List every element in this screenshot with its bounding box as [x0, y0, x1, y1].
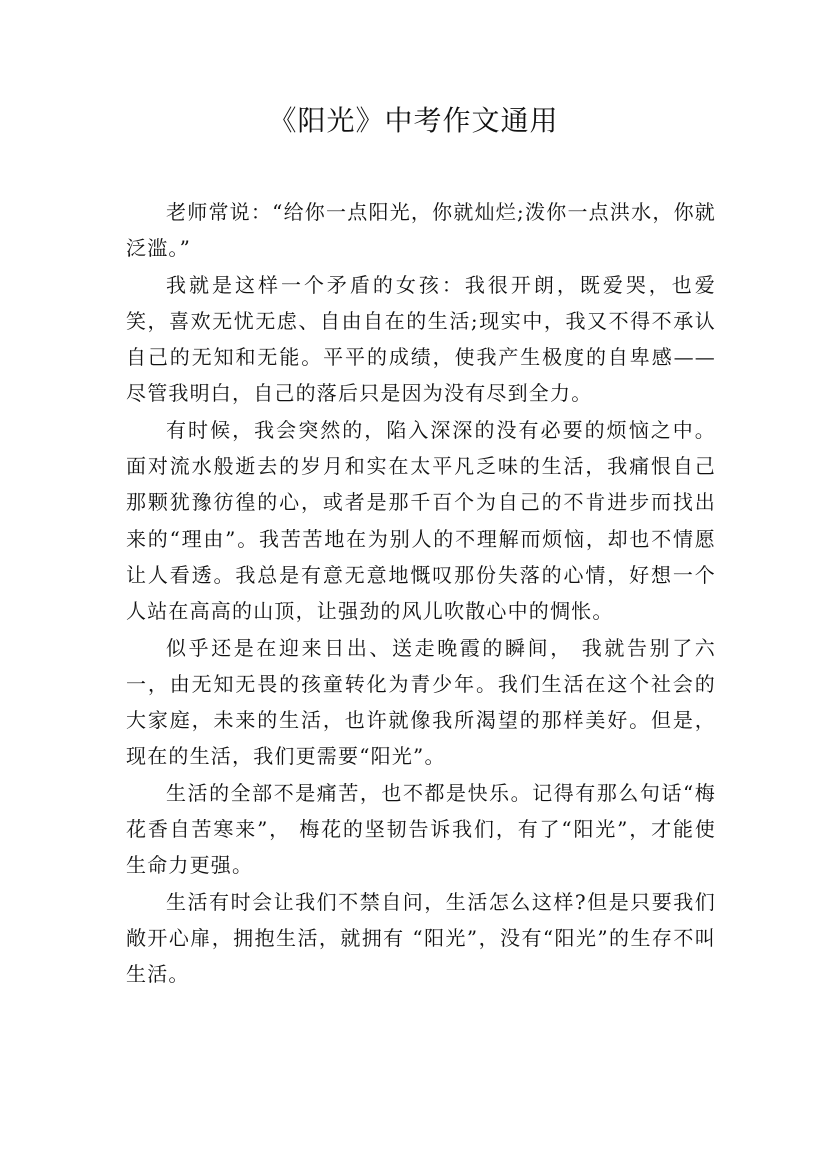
document-title: 《阳光》中考作文通用: [268, 104, 559, 137]
paragraph-1: 老师常说：“给你一点阳光，你就灿烂;泼你一点洪水，你就泛滥。”: [126, 200, 716, 261]
document-body: [126, 194, 716, 993]
paragraph-6: 生活有时会让我们不禁自问，生活怎么这样?但是只要我们敞开心扉，拥抱生活，就拥有 “阳光”，没有“阳光”的生存不叫生活。: [126, 889, 716, 987]
paragraph-4: 似乎还是在迎来日出、送走晚霞的瞬间， 我就告别了六一，由无知无畏的孩童转化为青少年。我们生活在这个社会的大家庭，未来的生活，也许就像我所渴望的那样美好。但是，现在的生活，我们更需要“阳光”。: [126, 635, 716, 769]
paragraph-3: 有时候，我会突然的，陷入深深的没有必要的烦恼之中。面对流水般逝去的岁月和实在太平凡乏味的生活，我痛恨自己那颗犹豫彷徨的心，或者是那千百个为自己的不肯进步而找出来的“理由”。我苦苦地在为别人的不理解而烦恼，却也不情愿让人看透。我总是有意无意地慨叹那份失落的心情，好想一个人站在高高的山顶，让强劲的风儿吹散心中的惆怅。: [126, 417, 716, 624]
paragraph-2: 我就是这样一个矛盾的女孩：我很开朗，既爱哭，也爱笑，喜欢无忧无虑、自由自在的生活;现实中，我又不得不承认自己的无知和无能。平平的成绩，使我产生极度的自卑感——尽管我明白，自己的落后只是因为没有尽到全力。: [126, 272, 716, 406]
paragraph-5: 生活的全部不是痛苦，也不都是快乐。记得有那么句话“梅花香自苦寒来”， 梅花的坚韧告诉我们，有了“阳光”，才能使生命力更强。: [126, 780, 716, 878]
